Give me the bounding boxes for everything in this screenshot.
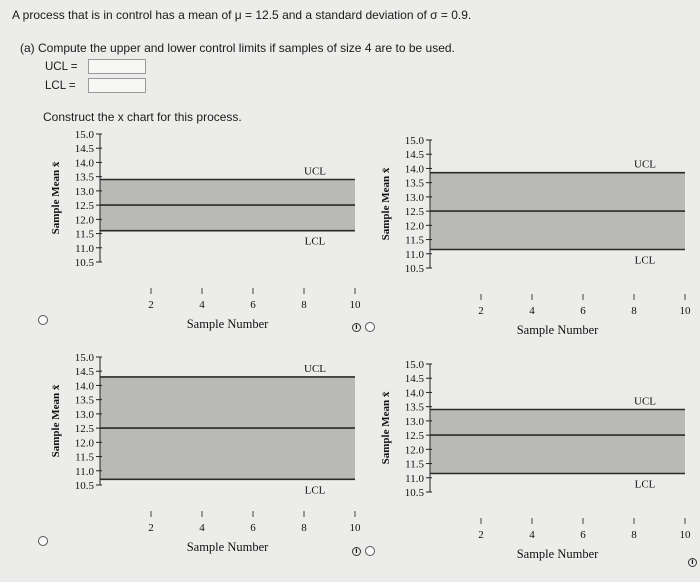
x-tick-label: 10 [679, 529, 691, 541]
y-axis-label: Sample Mean x̄ [380, 167, 392, 241]
x-tick-label: 6 [580, 305, 586, 317]
x-tick-label: 6 [580, 529, 586, 541]
y-tick-label: 12.0 [74, 437, 94, 450]
ucl-label: UCL [634, 158, 656, 171]
option-radio-4[interactable] [365, 546, 375, 556]
y-tick-label: 15.0 [404, 135, 424, 147]
y-tick-label: 14.5 [404, 373, 424, 386]
x-tick-label: 8 [631, 305, 637, 317]
control-chart-3 [45, 345, 365, 555]
ucl-label: UCL [634, 395, 656, 408]
y-tick-label: 13.0 [74, 408, 94, 421]
y-axis-label: Sample Mean x̄ [50, 384, 62, 458]
info-icon[interactable]: i [352, 547, 361, 556]
y-tick-label: 15.0 [74, 352, 94, 364]
part-a-prompt: (a) Compute the upper and lower control limits if samples of size 4 are to be used. [20, 41, 455, 55]
info-icon[interactable]: i [352, 323, 361, 332]
x-tick-label: 10 [349, 299, 361, 311]
control-chart-4 [375, 352, 695, 567]
y-tick-label: 13.0 [74, 185, 94, 198]
y-tick-label: 11.0 [405, 472, 424, 485]
construct-prompt: Construct the x chart for this process. [43, 110, 242, 124]
lcl-label: LCL [304, 235, 326, 248]
control-chart-2 [375, 128, 695, 343]
y-tick-label: 13.5 [404, 401, 424, 414]
y-tick-label: 14.0 [404, 387, 424, 400]
y-tick-label: 12.5 [74, 200, 94, 213]
lcl-label: LCL [634, 478, 656, 491]
x-tick-label: 10 [349, 522, 361, 534]
x-tick-label: 6 [250, 522, 256, 534]
y-tick-label: 14.0 [74, 380, 94, 393]
y-tick-label: 14.5 [74, 366, 94, 379]
y-tick-label: 11.0 [75, 465, 94, 478]
y-tick-label: 12.5 [404, 430, 424, 443]
y-tick-label: 12.5 [404, 206, 424, 219]
y-tick-label: 11.5 [75, 228, 94, 241]
y-tick-label: 11.0 [405, 248, 424, 261]
x-tick-label: 8 [631, 529, 637, 541]
lcl-label: LCL [304, 484, 326, 497]
y-tick-label: 15.0 [74, 129, 94, 141]
x-axis-label: Sample Number [186, 540, 269, 554]
y-tick-label: 12.0 [74, 214, 94, 227]
option-radio-1[interactable] [38, 315, 48, 325]
option-radio-2[interactable] [365, 322, 375, 332]
y-tick-label: 15.0 [404, 359, 424, 371]
x-tick-label: 10 [679, 305, 691, 317]
x-tick-label: 4 [199, 522, 205, 534]
ucl-input[interactable] [88, 59, 146, 74]
y-tick-label: 13.0 [404, 191, 424, 204]
y-axis-label: Sample Mean x̄ [380, 391, 392, 465]
y-tick-label: 10.5 [404, 263, 424, 275]
question-intro: A process that is in control has a mean of μ = 12.5 and a standard deviation of σ = 0.9. [12, 8, 472, 22]
y-tick-label: 10.5 [74, 480, 94, 492]
y-tick-label: 11.5 [405, 458, 424, 471]
y-tick-label: 14.5 [74, 143, 94, 156]
y-tick-label: 10.5 [404, 487, 424, 499]
x-tick-label: 8 [301, 299, 307, 311]
x-tick-label: 4 [529, 305, 535, 317]
ucl-label: UCL [304, 165, 326, 178]
y-tick-label: 14.0 [404, 163, 424, 176]
x-axis-label: Sample Number [516, 323, 599, 337]
x-axis-label: Sample Number [516, 547, 599, 561]
y-tick-label: 10.5 [74, 257, 94, 269]
y-tick-label: 12.0 [404, 220, 424, 233]
lcl-label: LCL = [45, 80, 76, 92]
ucl-label: UCL [304, 362, 326, 375]
y-tick-label: 13.5 [404, 177, 424, 190]
x-tick-label: 2 [148, 522, 154, 534]
y-tick-label: 11.5 [405, 234, 424, 247]
y-tick-label: 14.0 [74, 157, 94, 170]
y-tick-label: 11.5 [75, 451, 94, 464]
y-tick-label: 13.5 [74, 394, 94, 407]
x-tick-label: 6 [250, 299, 256, 311]
x-tick-label: 2 [478, 529, 484, 541]
y-tick-label: 12.0 [404, 444, 424, 457]
control-chart-1 [45, 122, 365, 332]
lcl-input[interactable] [88, 78, 146, 93]
y-tick-label: 13.0 [404, 415, 424, 428]
x-tick-label: 2 [148, 299, 154, 311]
info-icon[interactable]: i [688, 558, 697, 567]
y-tick-label: 12.5 [74, 423, 94, 436]
y-tick-label: 13.5 [74, 171, 94, 184]
y-tick-label: 14.5 [404, 149, 424, 162]
x-tick-label: 4 [529, 529, 535, 541]
ucl-label: UCL = [45, 61, 78, 73]
x-tick-label: 2 [478, 305, 484, 317]
option-radio-3[interactable] [38, 536, 48, 546]
y-tick-label: 11.0 [75, 242, 94, 255]
y-axis-label: Sample Mean x̄ [50, 161, 62, 235]
x-tick-label: 4 [199, 299, 205, 311]
x-axis-label: Sample Number [186, 317, 269, 331]
lcl-label: LCL [634, 254, 656, 267]
control-band [430, 410, 685, 474]
x-tick-label: 8 [301, 522, 307, 534]
